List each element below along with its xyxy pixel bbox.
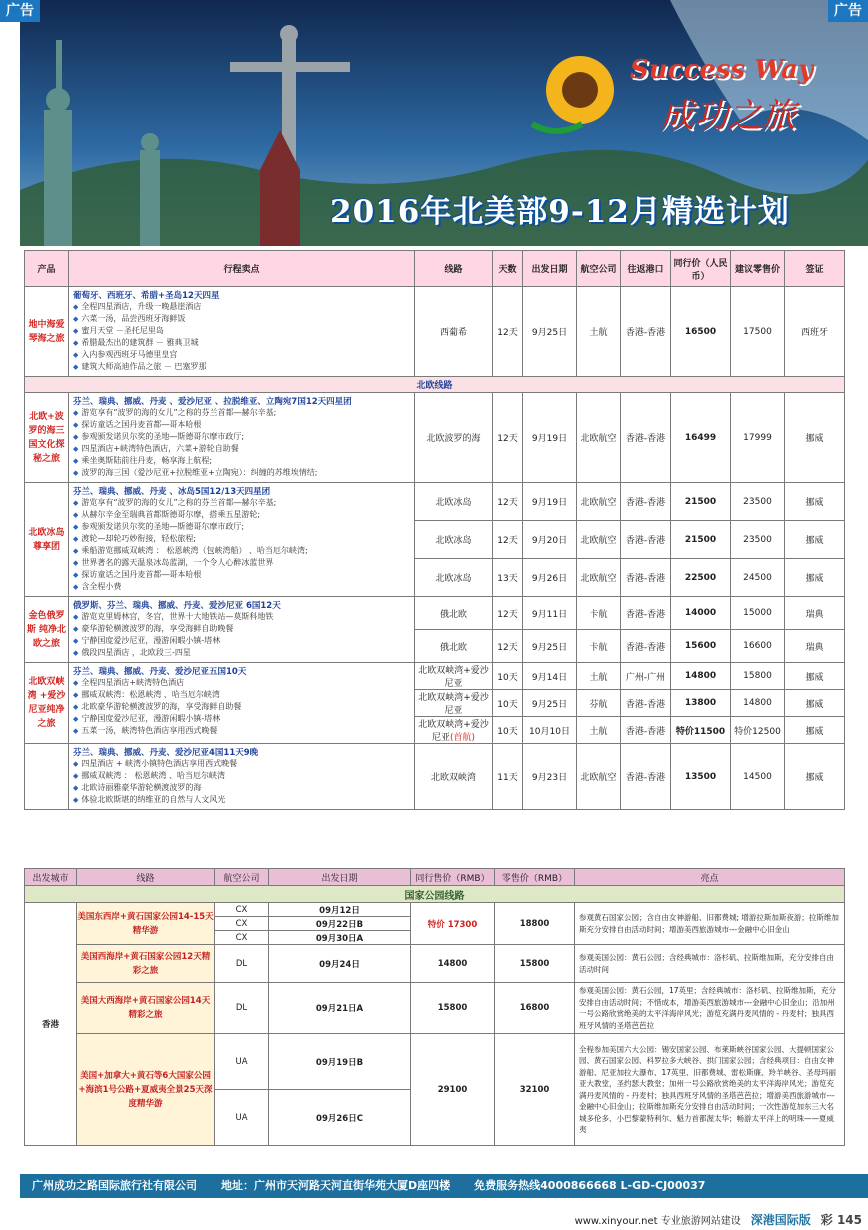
line-cell: 北欧冰岛	[415, 559, 493, 597]
feature-item: ◆ 参观颁发诺贝尔奖的圣地―斯德哥尔摩市政厅;	[73, 431, 410, 443]
feature-item: ◆ 世界著名的露天温泉冰岛蓝湖，一个令人心醉冰蓝世界	[73, 557, 410, 569]
days-cell: 12天	[493, 483, 523, 521]
feature-item: ◆ 游览克里姆林宫，冬宫，世界十大地铁站—莫斯科地铁	[73, 611, 410, 623]
line-cell: 俄北欧	[415, 597, 493, 630]
port-cell: 香港-香港	[621, 630, 671, 663]
retail-price-cell: 特价12500	[731, 717, 785, 744]
column-header: 天数	[493, 251, 523, 287]
feature-item: ◆ 豪华游轮横渡波罗的海，享受海鲜自助晚餐	[73, 623, 410, 635]
airline-cell: CX	[215, 931, 269, 945]
feature-item: ◆ 希腊最杰出的建筑群 － 雅典卫城	[73, 337, 410, 349]
tour-table-europe	[24, 250, 844, 810]
feature-item: ◆ 六菜一汤，品尝西班牙海鲜饭	[73, 313, 410, 325]
tour-row	[25, 597, 845, 630]
section-row	[25, 886, 845, 903]
route-features	[69, 663, 415, 744]
banner	[20, 0, 868, 246]
feature-list	[73, 611, 410, 659]
airline-cell: UA	[215, 1090, 269, 1146]
date-cell: 9月11日	[523, 597, 577, 630]
visa-cell: 挪威	[785, 663, 845, 690]
route-name: 美国东西岸+黄石国家公园14-15天精华游	[77, 903, 215, 945]
footer	[20, 1174, 868, 1198]
price-cell: 16499	[671, 393, 731, 483]
date-cell: 9月19日	[523, 483, 577, 521]
port-cell: 香港-香港	[621, 521, 671, 559]
feature-item: ◆ 乘坐奥斯陆前往丹麦，畅享海上航程;	[73, 455, 410, 467]
airline-cell: 北欧航空	[577, 393, 621, 483]
price-cell: 15600	[671, 630, 731, 663]
retail-price-cell: 17999	[731, 393, 785, 483]
retail-price-cell: 15800	[731, 663, 785, 690]
retail-price-cell: 18800	[495, 903, 575, 945]
feature-item: ◆ 北欧豪华游轮横渡波罗的海，享受海鲜自助餐	[73, 701, 410, 713]
column-header: 航空公司	[215, 869, 269, 886]
price-cell: 特价11500	[671, 717, 731, 744]
line-cell: 北欧双峡湾+爱沙尼亚	[415, 690, 493, 717]
date-cell: 9月25日	[523, 630, 577, 663]
tour-row	[25, 483, 845, 521]
product-name: 金色俄罗斯 纯净北欧之旅	[25, 597, 69, 663]
route-title: 芬兰、瑞典、挪威、丹麦 、冰岛5国12/13天四星团	[73, 487, 271, 497]
tour-table-national-parks	[24, 868, 844, 1146]
port-cell: 香港-香港	[621, 287, 671, 377]
date-cell: 9月26日	[523, 559, 577, 597]
line-cell: 西葡希	[415, 287, 493, 377]
line-cell: 北欧双峡湾+爱沙尼亚(首航)	[415, 717, 493, 744]
line-cell: 北欧冰岛	[415, 483, 493, 521]
days-cell: 12天	[493, 393, 523, 483]
section-title: 国家公园线路	[25, 886, 845, 903]
feature-item: ◆ 五菜一汤，峡湾特色酒店享用西式晚餐	[73, 725, 410, 737]
feature-item: ◆ 波罗的海三国（爱沙尼亚+拉脱维亚+立陶宛）：纠缠的苏维埃情结;	[73, 467, 410, 479]
retail-price-cell: 16600	[731, 630, 785, 663]
feature-list	[73, 407, 410, 479]
hotline: 免费服务热线4000866668 L-GD-CJ00037	[474, 1179, 706, 1192]
feature-item: ◆ 宁静国度爱沙尼亚，漫游闲暇小镇-塔林	[73, 713, 410, 725]
days-cell: 12天	[493, 287, 523, 377]
product-name: 地中海爱琴海之旅	[25, 287, 69, 377]
days-cell: 10天	[493, 690, 523, 717]
airline-cell: 北欧航空	[577, 744, 621, 810]
retail-price-cell: 32100	[495, 1034, 575, 1146]
publication-brand: 深港国际版	[750, 1212, 811, 1227]
visa-cell: 瑞典	[785, 630, 845, 663]
port-cell: 香港-香港	[621, 690, 671, 717]
airline-cell: 土航	[577, 663, 621, 690]
airline-cell: 北欧航空	[577, 559, 621, 597]
port-cell: 香港-香港	[621, 483, 671, 521]
airline-cell: 北欧航空	[577, 521, 621, 559]
date-cell: 09月21日A	[269, 983, 411, 1034]
route-title: 芬兰、瑞典、挪威、丹麦、爱沙尼亚4国11天9晚	[73, 748, 259, 758]
feature-item: ◆ 含全程小费	[73, 581, 410, 593]
route-title: 葡萄牙、西班牙、希腊+圣岛12天四星	[73, 291, 220, 301]
date-cell: 09月24日	[269, 945, 411, 983]
price-cell: 21500	[671, 521, 731, 559]
company-name: 广州成功之路国际旅行社有限公司	[32, 1179, 197, 1192]
price-cell: 13500	[671, 744, 731, 810]
tour-row	[25, 945, 845, 983]
highlight-cell: 参观黄石国家公园；含自由女神游船、旧都费城; 增游拉斯加斯夜游；拉斯维加斯充分安排自由活动时间；增游美西旅游城市---金融中心旧金山	[575, 903, 845, 945]
product-name	[25, 744, 69, 810]
airline-cell: 卡航	[577, 630, 621, 663]
feature-item: ◆ 建筑大师高迪作品之旅 － 巴塞罗那	[73, 361, 410, 373]
visa-cell: 瑞典	[785, 597, 845, 630]
date-cell: 09月26日C	[269, 1090, 411, 1146]
airline-cell: DL	[215, 983, 269, 1034]
visa-cell: 挪威	[785, 744, 845, 810]
date-cell: 09月12日	[269, 903, 411, 917]
route-features	[69, 483, 415, 597]
port-cell: 香港-香港	[621, 717, 671, 744]
feature-item: ◆ 蜜月天堂 －圣托尼里岛	[73, 325, 410, 337]
ad-label-left: 广告	[0, 0, 40, 22]
route-features	[69, 744, 415, 810]
feature-item: ◆ 入内参观西班牙马德里皇宫	[73, 349, 410, 361]
airline-cell: UA	[215, 1034, 269, 1090]
sunflower-logo-icon	[546, 56, 614, 124]
date-cell: 10月10日	[523, 717, 577, 744]
column-header: 同行价（人民币）	[671, 251, 731, 287]
line-note: (首航)	[449, 733, 476, 743]
feature-item: ◆ 俄段四星酒店 ，北欧段三-四星	[73, 647, 410, 659]
port-cell: 香港-香港	[621, 744, 671, 810]
product-name: 北欧双峡湾 +爱沙尼亚纯净之旅	[25, 663, 69, 744]
route-title: 芬兰、瑞典、挪威、丹麦、爱沙尼亚五国10天	[73, 667, 247, 677]
column-header: 零售价（RMB）	[495, 869, 575, 886]
feature-item: ◆ 北欧诗丽雅豪华游轮横渡波罗的海	[73, 782, 410, 794]
tour-row	[25, 983, 845, 1034]
retail-price-cell: 16800	[495, 983, 575, 1034]
retail-price-cell: 24500	[731, 559, 785, 597]
column-header: 亮点	[575, 869, 845, 886]
days-cell: 12天	[493, 630, 523, 663]
feature-item: ◆ 渡轮—却轮巧妙衔接，轻松旅程;	[73, 533, 410, 545]
port-cell: 香港-香港	[621, 559, 671, 597]
airline-cell: 卡航	[577, 597, 621, 630]
highlight-cell: 参观美国公园：黄石公园，17英里；含经典城市：洛杉矶、拉斯维加斯，充分安排自由活动时间；不惜成本，增游美西旅游城市---金融中心旧金山；沿加州一号公路欣赏绝美的太平洋海岸风光；游览充满丹麦风情的 - 丹麦村；独具西班牙风情的圣塔芭芭拉	[575, 983, 845, 1034]
tour-row	[25, 287, 845, 377]
days-cell: 10天	[493, 663, 523, 690]
column-header: 同行售价（RMB）	[411, 869, 495, 886]
days-cell: 10天	[493, 717, 523, 744]
section-title: 北欧线路	[25, 377, 845, 393]
feature-list	[73, 301, 410, 373]
feature-item: ◆ 挪威双峡湾：松恩峡湾 、哈当厄尔峡湾	[73, 689, 410, 701]
line-cell: 北欧双峡湾+爱沙尼亚	[415, 663, 493, 690]
column-header: 线路	[77, 869, 215, 886]
visa-cell: 挪威	[785, 717, 845, 744]
departure-city: 香港	[25, 903, 77, 1146]
tour-row	[25, 663, 845, 690]
days-cell: 12天	[493, 521, 523, 559]
column-header: 建议零售价	[731, 251, 785, 287]
route-features	[69, 287, 415, 377]
price-cell: 22500	[671, 559, 731, 597]
tour-row	[25, 903, 845, 917]
date-cell: 9月19日	[523, 393, 577, 483]
retail-price-cell: 23500	[731, 521, 785, 559]
airline-cell: 土航	[577, 717, 621, 744]
feature-item: ◆ 游览享有“波罗的海的女儿”之称的芬兰首都―赫尔辛基;	[73, 407, 410, 419]
date-cell: 09月19日B	[269, 1034, 411, 1090]
feature-item: ◆ 全程四星酒店，升级一晚悬崖酒店	[73, 301, 410, 313]
visa-cell: 西班牙	[785, 287, 845, 377]
visa-cell: 挪威	[785, 393, 845, 483]
column-header: 出发日期	[269, 869, 411, 886]
website-url[interactable]: www.xinyour.net 专业旅游网站建设	[574, 1215, 741, 1227]
feature-item: ◆ 从赫尔辛金至瑞典首都斯德哥尔摩，搭乘五星游轮;	[73, 509, 410, 521]
port-cell: 香港-香港	[621, 393, 671, 483]
feature-item: ◆ 全程四星酒店+峡湾特色酒店	[73, 677, 410, 689]
visa-cell: 挪威	[785, 521, 845, 559]
days-cell: 12天	[493, 597, 523, 630]
brand-chinese: 成功之旅	[660, 96, 796, 136]
price-cell: 13800	[671, 690, 731, 717]
line-cell: 俄北欧	[415, 630, 493, 663]
feature-list	[73, 497, 410, 593]
feature-item: ◆ 挪威双峡湾 ： 松恩峡湾 、哈当厄尔峡湾	[73, 770, 410, 782]
line-cell: 北欧冰岛	[415, 521, 493, 559]
column-header: 出发日期	[523, 251, 577, 287]
route-features	[69, 393, 415, 483]
line-cell: 北欧双峡湾	[415, 744, 493, 810]
column-header: 产品	[25, 251, 69, 287]
route-name: 美国西海岸+黄石国家公园12天精彩之旅	[77, 945, 215, 983]
feature-item: ◆ 探访童话之国丹麦首都―哥本哈根	[73, 419, 410, 431]
route-title: 俄罗斯、芬兰、瑞典、挪威、丹麦、爱沙尼亚 6国12天	[73, 601, 281, 611]
tour-row	[25, 1034, 845, 1090]
airline-cell: DL	[215, 945, 269, 983]
visa-cell: 挪威	[785, 690, 845, 717]
tour-row	[25, 744, 845, 810]
feature-item: ◆ 体验北欧斯堪的纳维亚的自然与人文风光	[73, 794, 410, 806]
price-cell: 特价 17300	[411, 903, 495, 945]
feature-item: ◆ 探访童话之国丹麦首都―哥本哈根	[73, 569, 410, 581]
column-header: 往返港口	[621, 251, 671, 287]
route-name: 美国大西海岸+黄石国家公园14天精彩之旅	[77, 983, 215, 1034]
price-cell: 16500	[671, 287, 731, 377]
price-cell: 14800	[411, 945, 495, 983]
line-cell: 北欧波罗的海	[415, 393, 493, 483]
visa-cell: 挪威	[785, 483, 845, 521]
highlight-cell: 全程参加美国六大公园：锡安国家公园、布莱斯峡谷国家公园、大提顿国家公园、黄石国家公园、科罗拉多大峡谷、拱门国家公园；含经典项目：自由女神游船、尼亚加拉大瀑布、17英里、旧都费城、雷松斯廉、羚羊峡谷、圣母玛丽亚大教堂，圣约瑟大教堂；加州一号公路欣赏绝美的太平洋海岸风光；游览充满丹麦风情的 - 丹麦村；独具西班牙风情的圣塔芭芭拉；增游美西旅游城市---金融中心旧金山；拉斯维加斯充分安排自由活动时间；一次性游览加东三大名城多伦多、小巴黎蒙特利尔、魁力首都渥太华；畅游太平洋上的明珠——夏威夷	[575, 1034, 845, 1146]
column-header: 线路	[415, 251, 493, 287]
retail-price-cell: 15000	[731, 597, 785, 630]
feature-item: ◆ 四星酒店+峡湾特色酒店，六菜+游轮自助餐	[73, 443, 410, 455]
date-cell: 9月25日	[523, 690, 577, 717]
date-cell: 9月23日	[523, 744, 577, 810]
price-cell: 14800	[671, 663, 731, 690]
company-address: 地址：广州市天河路天河直街华苑大厦D座四楼	[221, 1179, 451, 1192]
date-cell: 09月30日A	[269, 931, 411, 945]
retail-price-cell: 14800	[731, 690, 785, 717]
price-cell: 15800	[411, 983, 495, 1034]
date-cell: 9月25日	[523, 287, 577, 377]
route-features	[69, 597, 415, 663]
column-header: 行程卖点	[69, 251, 415, 287]
page-number: 彩 145	[820, 1212, 862, 1227]
price-cell: 21500	[671, 483, 731, 521]
feature-item: ◆ 游览享有“波罗的海的女儿”之称的芬兰首都―赫尔辛基;	[73, 497, 410, 509]
days-cell: 11天	[493, 744, 523, 810]
retail-price-cell: 15800	[495, 945, 575, 983]
route-title: 芬兰、瑞典、挪威、丹麦 、爱沙尼亚 、拉脱维亚、立陶宛7国12天四星团	[73, 397, 352, 407]
feature-item: ◆ 乘船游览挪威双峡湾 ： 松恩峡湾（包峡湾船） 、哈当厄尔峡湾;	[73, 545, 410, 557]
page-title: 2016年北美部9-12月精选计划	[330, 194, 790, 230]
ad-label-right: 广告	[828, 0, 868, 22]
column-header: 航空公司	[577, 251, 621, 287]
column-header: 签证	[785, 251, 845, 287]
date-cell: 09月22日B	[269, 917, 411, 931]
brand-english: Success Way	[630, 55, 814, 85]
visa-cell: 挪威	[785, 559, 845, 597]
feature-item: ◆ 宁静国度爱沙尼亚，漫游闲暇小镇-塔林	[73, 635, 410, 647]
date-cell: 9月20日	[523, 521, 577, 559]
retail-price-cell: 17500	[731, 287, 785, 377]
page-footer	[0, 1208, 868, 1230]
section-row	[25, 377, 845, 393]
retail-price-cell: 14500	[731, 744, 785, 810]
highlight-cell: 参观美国公园：黄石公园；含经典城市：洛杉矶、拉斯维加斯，充分安排自由活动时间	[575, 945, 845, 983]
feature-item: ◆ 参观颁发诺贝尔奖的圣地―斯德哥尔摩市政厅;	[73, 521, 410, 533]
product-name: 北欧+波罗的海三国文化探秘之旅	[25, 393, 69, 483]
airline-cell: 土航	[577, 287, 621, 377]
feature-list	[73, 677, 410, 737]
days-cell: 13天	[493, 559, 523, 597]
port-cell: 广州-广州	[621, 663, 671, 690]
column-header: 出发城市	[25, 869, 77, 886]
route-name: 美国+加拿大+黄石等6大国家公园+海滨1号公路+夏威夷全景25天深度精华游	[77, 1034, 215, 1146]
date-cell: 9月14日	[523, 663, 577, 690]
airline-cell: 芬航	[577, 690, 621, 717]
tour-row	[25, 393, 845, 483]
feature-list	[73, 758, 410, 806]
port-cell: 香港-香港	[621, 597, 671, 630]
price-cell: 29100	[411, 1034, 495, 1146]
retail-price-cell: 23500	[731, 483, 785, 521]
airline-cell: 北欧航空	[577, 483, 621, 521]
feature-item: ◆ 四星酒店 + 峡湾小镇特色酒店享用西式晚餐	[73, 758, 410, 770]
price-cell: 14000	[671, 597, 731, 630]
airline-cell: CX	[215, 903, 269, 917]
product-name: 北欧冰岛尊享团	[25, 483, 69, 597]
airline-cell: CX	[215, 917, 269, 931]
